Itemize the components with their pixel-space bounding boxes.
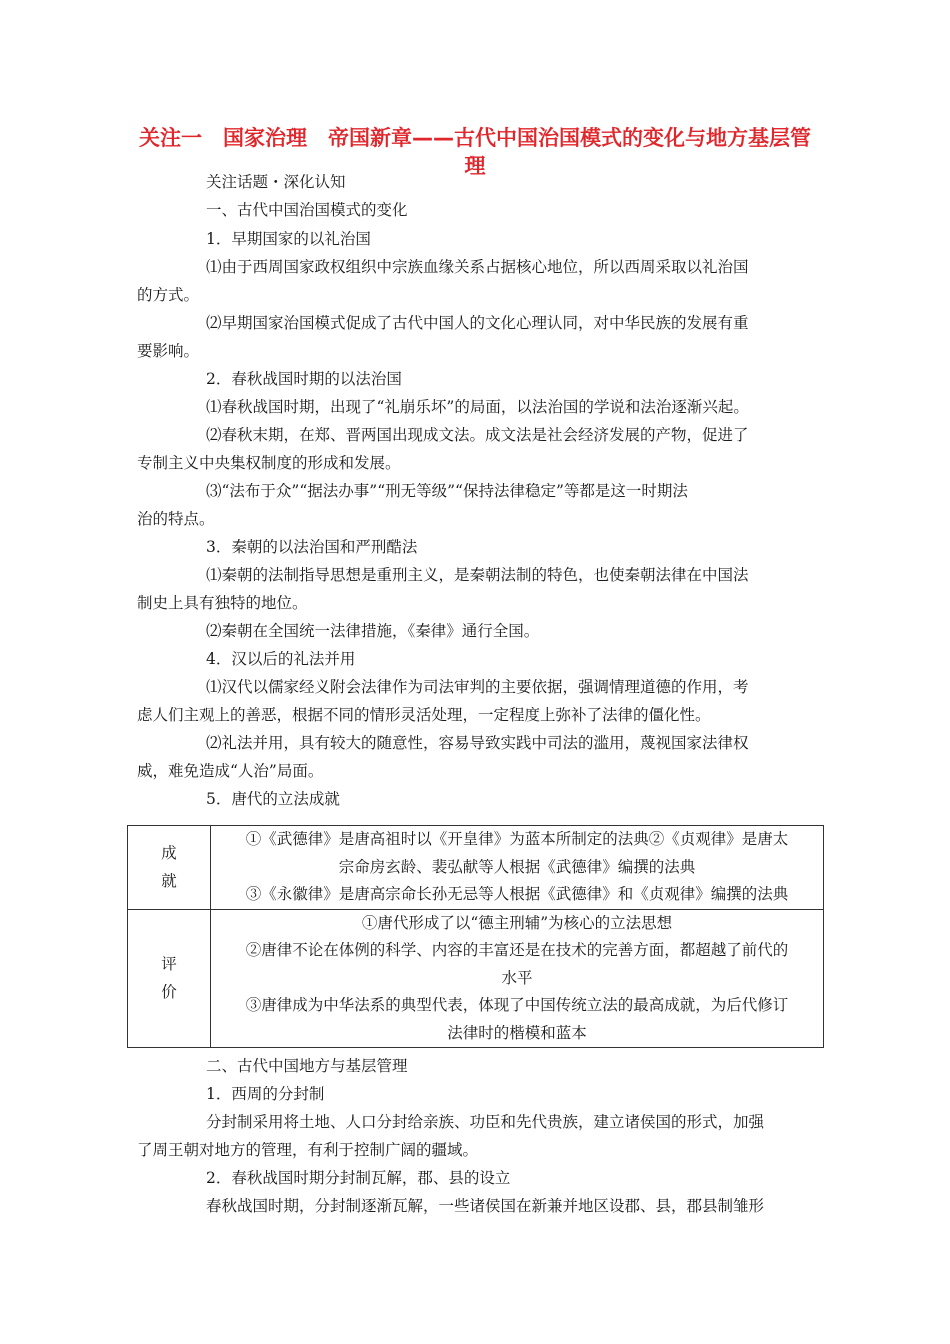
paragraph-line: 了周王朝对地方的管理，有利于控制广阔的疆域。 xyxy=(137,1141,479,1159)
subsection-heading: 2．春秋战国时期分封制瓦解，郡、县的设立 xyxy=(206,1169,511,1187)
subtitle: 关注话题・深化认知 xyxy=(206,173,346,191)
subsection-heading: 4．汉以后的礼法并用 xyxy=(206,650,356,668)
cell-line: 水平 xyxy=(501,968,533,987)
paragraph-line: 专制主义中央集权制度的形成和发展。 xyxy=(137,454,401,472)
paragraph-line: ⑵春秋末期，在郑、晋两国出现成文法。成文法是社会经济发展的产物，促进了 xyxy=(206,426,749,444)
table-cell xyxy=(211,909,824,1048)
paragraph-line: ⑴汉代以儒家经义附会法律作为司法审判的主要依据，强调情理道德的作用，考 xyxy=(206,678,749,696)
paragraph-line: 制史上具有独特的地位。 xyxy=(137,594,308,612)
section-heading: 二、古代中国地方与基层管理 xyxy=(206,1057,408,1075)
table-row xyxy=(128,909,824,1048)
paragraph-line: ⑴秦朝的法制指导思想是重刑主义，是秦朝法制的特色，也使秦朝法律在中国法 xyxy=(206,566,749,584)
row-header-char: 评 xyxy=(161,955,177,974)
paragraph-line: ⑵早期国家治国模式促成了古代中国人的文化心理认同，对中华民族的发展有重 xyxy=(206,314,749,332)
subsection-heading: 5．唐代的立法成就 xyxy=(206,790,340,808)
paragraph-line: ⑵礼法并用，具有较大的随意性，容易导致实践中司法的滥用，蔑视国家法律权 xyxy=(206,734,749,752)
row-header-achievement xyxy=(128,826,211,910)
section-heading: 一、古代中国治国模式的变化 xyxy=(206,201,408,219)
cell-line: 宗命房玄龄、裴弘献等人根据《武德律》编撰的法典 xyxy=(338,857,696,876)
paragraph-line: ⑴由于西周国家政权组织中宗族血缘关系占据核心地位，所以西周采取以礼治国 xyxy=(206,258,749,276)
paragraph-line: 虑人们主观上的善恶，根据不同的情形灵活处理，一定程度上弥补了法律的僵化性。 xyxy=(137,706,711,724)
paragraph-line: 春秋战国时期，分封制逐渐瓦解，一些诸侯国在新兼并地区设郡、县，郡县制雏形 xyxy=(206,1197,765,1215)
cell-line: ①唐代形成了以“德主刑辅”为核心的立法思想 xyxy=(361,913,673,932)
paragraph-line: 治的特点。 xyxy=(137,510,215,528)
table-cell xyxy=(211,826,824,910)
subsection-heading: 1．早期国家的以礼治国 xyxy=(206,230,371,248)
cell-line: ③《永徽律》是唐高宗命长孙无忌等人根据《武德律》和《贞观律》编撰的法典 xyxy=(245,885,789,903)
subsection-heading: 2．春秋战国时期的以法治国 xyxy=(206,370,402,388)
paragraph-line: ⑵秦朝在全国统一法律措施，《秦律》通行全国。 xyxy=(206,622,540,640)
row-header-char: 成 xyxy=(161,844,177,863)
paragraph-line: 的方式。 xyxy=(137,286,200,304)
tang-law-table xyxy=(127,825,824,1048)
paragraph-line: ⑴春秋战国时期，出现了“礼崩乐坏”的局面，以法治国的学说和法治逐渐兴起。 xyxy=(206,398,749,416)
row-header-evaluation xyxy=(128,909,211,1048)
row-header-char: 价 xyxy=(161,983,177,1002)
subsection-heading: 3．秦朝的以法治国和严刑酷法 xyxy=(206,538,418,556)
paragraph-line: 分封制采用将土地、人口分封给亲族、功臣和先代贵族，建立诸侯国的形式，加强 xyxy=(206,1113,765,1131)
cell-line: 法律时的楷模和蓝本 xyxy=(447,1023,587,1042)
paragraph-line: ⑶“法布于众”“据法办事”“刑无等级”“保持法律稳定”等都是这一时期法 xyxy=(206,482,688,500)
row-header-char: 就 xyxy=(161,872,177,891)
paragraph-line: 威，难免造成“人治”局面。 xyxy=(137,762,324,780)
cell-line: ①《武德律》是唐高祖时以《开皇律》为蓝本所制定的法典②《贞观律》是唐太 xyxy=(245,830,789,848)
table-row xyxy=(128,826,824,910)
page-title: 关注一 国家治理 帝国新章——古代中国治国模式的变化与地方基层管理 xyxy=(139,126,811,178)
subsection-heading: 1．西周的分封制 xyxy=(206,1085,325,1103)
cell-line: ③唐律成为中华法系的典型代表，体现了中国传统立法的最高成就，为后代修订 xyxy=(245,996,789,1014)
cell-line: ②唐律不论在体例的科学、内容的丰富还是在技术的完善方面，都超越了前代的 xyxy=(245,941,789,959)
paragraph-line: 要影响。 xyxy=(137,342,200,360)
